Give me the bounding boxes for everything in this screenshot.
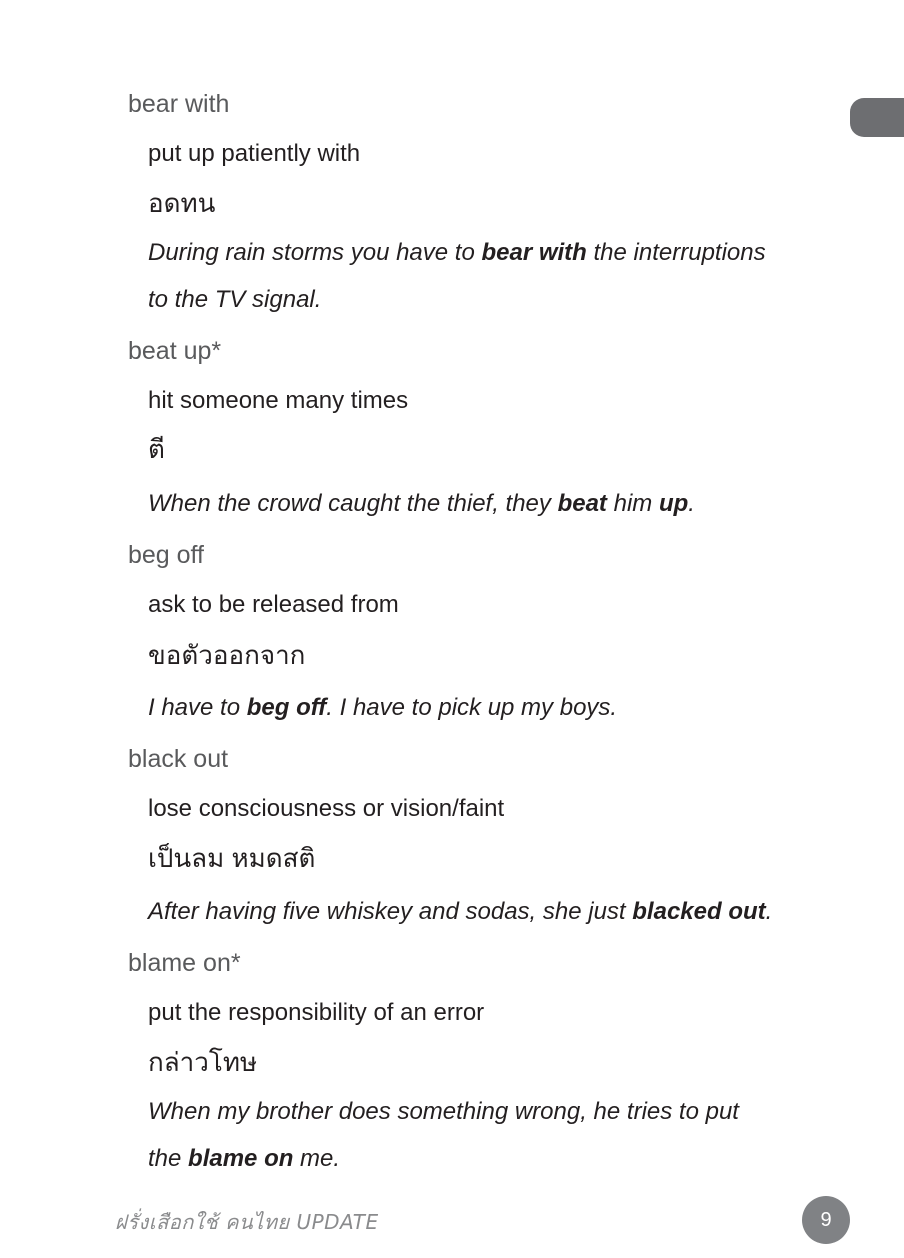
entry-example-line (148, 693, 617, 723)
entry-definition: ask to be released from (148, 591, 399, 618)
entry-example-line (148, 238, 766, 268)
entry-term: black out (128, 745, 229, 773)
example-text: him (606, 490, 659, 517)
entry-thai-translation: กล่าวโทษ (148, 1047, 258, 1077)
footer-book-title: ฝรั่งเสือกใช้ คนไทย UPDATE (115, 1210, 379, 1234)
entry-thai-translation: ตี (148, 434, 165, 464)
entry-thai-translation: ขอตัวออกจาก (148, 640, 306, 670)
entry-term: blame on* (128, 949, 241, 977)
example-text: the interruptions (586, 239, 766, 266)
example-text: When the crowd caught the thief, they (148, 490, 558, 517)
example-text: I have to (148, 694, 247, 721)
entry-definition: hit someone many times (148, 387, 409, 414)
entry-example-line (148, 1097, 739, 1127)
entry-example-line (148, 897, 772, 927)
example-text: the (148, 1145, 189, 1172)
example-highlight: blame on (188, 1145, 294, 1172)
example-text: . (688, 490, 695, 517)
chapter-thumb-tab (850, 98, 904, 137)
example-text: to the TV signal. (148, 286, 322, 313)
page-number-badge: 9 (802, 1196, 850, 1244)
entry-example-line (148, 489, 695, 519)
entry-definition: lose consciousness or vision/faint (148, 795, 505, 822)
entry-term: beat up* (128, 337, 222, 365)
entry-thai-translation: เป็นลม หมดสติ (148, 843, 316, 873)
entry-term: beg off (128, 541, 205, 569)
example-highlight: up (658, 490, 689, 517)
example-text: When my brother does something wrong, he tries to put (148, 1098, 739, 1125)
entry-definition: put the responsibility of an error (148, 999, 485, 1026)
entry-term: bear with (128, 90, 230, 118)
entry-definition: put up patiently with (148, 140, 361, 167)
example-highlight: blacked out (632, 898, 766, 925)
example-text: During rain storms you have to (148, 239, 482, 266)
example-highlight: beat (557, 490, 607, 517)
example-highlight: bear with (481, 239, 587, 266)
example-text: After having five whiskey and sodas, she just (148, 898, 633, 925)
entry-example-line (148, 285, 321, 315)
entry-example-line (148, 1144, 340, 1174)
example-highlight: beg off (246, 694, 327, 721)
example-text: . I have to pick up my boys. (326, 694, 618, 721)
example-text: . (765, 898, 773, 925)
entry-thai-translation: อดทน (148, 188, 216, 218)
example-text: me. (293, 1145, 341, 1172)
